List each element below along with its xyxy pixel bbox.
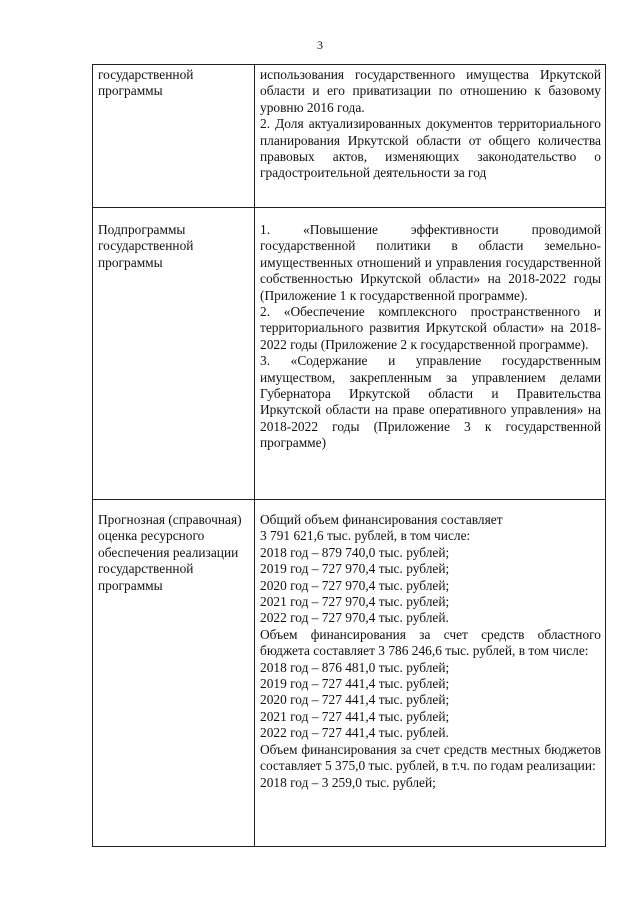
paragraph: 2019 год – 727 970,4 тыс. рублей; <box>260 561 450 577</box>
passport-table <box>92 64 606 847</box>
paragraph: 2018 год – 3 259,0 тыс. рублей; <box>260 774 436 790</box>
paragraph: 2018 год – 876 481,0 тыс. рублей; <box>260 659 450 675</box>
paragraph: Объем финансирования за счет средств областного бюджета составляет 3 786 246,6 тыс. рублей, в том числе: <box>260 626 601 659</box>
paragraph: Общий объем финансирования составляет <box>260 512 503 527</box>
row-content-subprograms <box>255 208 606 500</box>
row-label-subprograms: Подпрограммы государственной программы <box>93 208 255 500</box>
paragraph: 1. «Повышение эффективности проводимой государственной политики в области земельно-имущественных отношений и управления государственной собственностью Иркутской области» на 2018-2022 годы (Приложение 1 к государственной программе). <box>260 222 601 303</box>
paragraph: 2019 год – 727 441,4 тыс. рублей; <box>260 676 450 692</box>
paragraph: 2. Доля актуализированных документов территориального планирования Иркутской области от общего количества правовых актов, изменяющих законодательство о градостроительной деятельности за год <box>260 116 601 181</box>
paragraph: 2021 год – 727 441,4 тыс. рублей; <box>260 708 450 724</box>
row-label-targets: государственной программы <box>93 65 255 208</box>
paragraph: 2022 год – 727 441,4 тыс. рублей. <box>260 725 449 741</box>
table-row <box>93 208 606 500</box>
row-content-targets <box>255 65 606 208</box>
paragraph: 3 791 621,6 тыс. рублей, в том числе: <box>260 528 471 544</box>
paragraph: 2020 год – 727 970,4 тыс. рублей; <box>260 577 450 593</box>
paragraph: Объем финансирования за счет средств местных бюджетов составляет 5 375,0 тыс. рублей, в т.ч. по годам реализации: <box>260 741 601 774</box>
row-content-funding <box>255 500 606 847</box>
paragraph: использования государственного имущества Иркутской области и его приватизации по отношению к базовому уровню 2016 года. <box>260 67 601 115</box>
paragraph: 2. «Обеспечение комплексного пространственного и территориального развития Иркутской области» на 2018-2022 годы (Приложение 2 к государственной программе). <box>260 304 601 352</box>
paragraph: 2020 год – 727 441,4 тыс. рублей; <box>260 692 450 708</box>
table-row <box>93 65 606 208</box>
page-number: 3 <box>317 38 323 52</box>
table-row <box>93 500 606 847</box>
row-label-funding: Прогнозная (справочная) оценка ресурсного обеспечения реализации государственной программы <box>93 500 255 847</box>
paragraph: 2018 год – 879 740,0 тыс. рублей; <box>260 544 450 560</box>
paragraph: 3. «Содержание и управление государственным имуществом, закрепленным за управлением делами Губернатора Иркутской области и Правительства Иркутской области на праве оперативного управления» на 2018-2022 годы (Приложение 3 к государственной программе) <box>260 353 601 451</box>
paragraph: 2022 год – 727 970,4 тыс. рублей. <box>260 610 449 626</box>
paragraph: 2021 год – 727 970,4 тыс. рублей; <box>260 594 450 610</box>
